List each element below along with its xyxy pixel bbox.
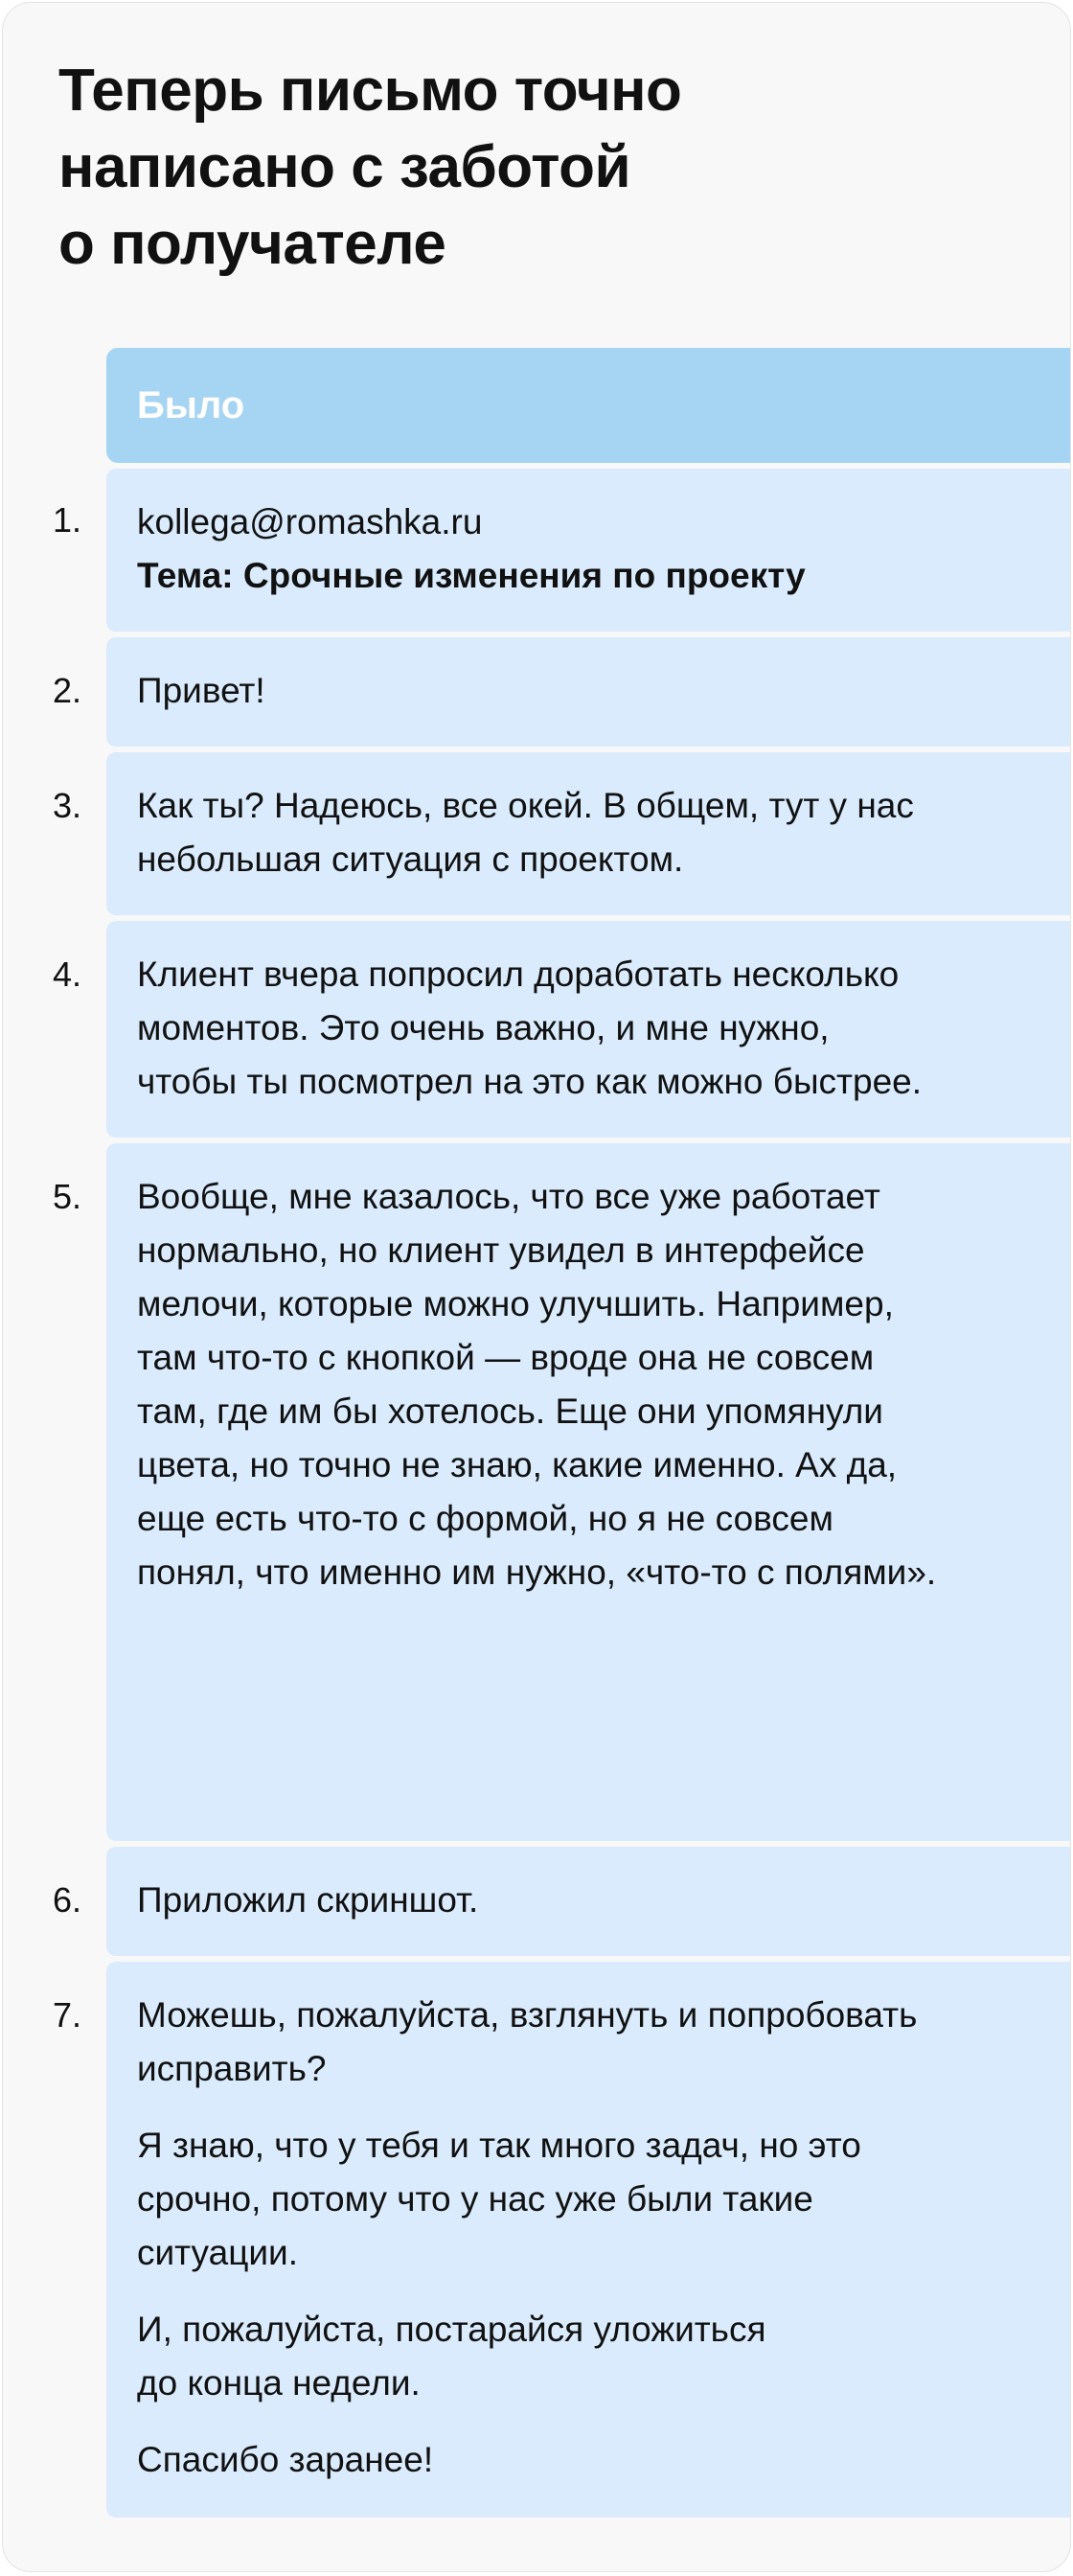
row-text-line: Можешь, пожалуйста, взглянуть и попробовать	[137, 1995, 918, 2035]
row-number: 4.	[53, 954, 82, 994]
row-number: 3.	[53, 786, 82, 825]
title-line: написано с заботой	[58, 134, 631, 200]
row-text-line: Вообще, мне казалось, что все уже работает	[137, 1177, 880, 1216]
row-text-line: понял, что именно им нужно, «что-то с полями».	[137, 1552, 937, 1592]
row-paragraph	[137, 1989, 1057, 2096]
row-number: 1.	[53, 500, 82, 540]
table-row	[106, 1847, 1071, 1956]
page-title	[58, 53, 1016, 283]
row-text-line: до конца недели.	[137, 2363, 421, 2403]
row-text-line: Приложил скриншот.	[137, 1880, 479, 1920]
table-row	[106, 1143, 1071, 1841]
row-text-line: мелочи, которые можно улучшить. Например,	[137, 1284, 894, 1323]
table-row	[106, 752, 1071, 915]
row-text-line: еще есть что-то с формой, но я не совсем	[137, 1499, 833, 1538]
row-number: 7.	[53, 1995, 82, 2035]
title-line: о получателе	[58, 211, 446, 277]
content-card	[2, 2, 1071, 2572]
row-text-line: цвета, но точно не знаю, какие именно. Ах да,	[137, 1445, 898, 1484]
row-paragraph	[137, 2433, 1057, 2487]
row-text-line: нормально, но клиент увидел в интерфейсе	[137, 1230, 865, 1270]
row-text-line: Привет!	[137, 671, 265, 710]
table-header	[106, 348, 1071, 463]
row-paragraph	[137, 2303, 1057, 2410]
table-row	[106, 1962, 1071, 2518]
row-text-line: небольшая ситуация с проектом.	[137, 840, 684, 879]
email-subject: Тема: Срочные изменения по проекту	[137, 556, 806, 595]
row-text-line: исправить?	[137, 2049, 327, 2088]
column-header-label: Было	[137, 384, 245, 426]
row-text-line: Спасибо заранее!	[137, 2440, 434, 2479]
row-number: 6.	[53, 1880, 82, 1920]
row-paragraph	[137, 2119, 1057, 2280]
row-text-line: там, где им бы хотелось. Еще они упомянули	[137, 1392, 883, 1431]
row-text-line: чтобы ты посмотрел на это как можно быстрее.	[137, 1062, 923, 1101]
row-text-line: Как ты? Надеюсь, все окей. В общем, тут у нас	[137, 786, 914, 825]
table-row	[106, 469, 1071, 632]
row-text-line: Клиент вчера попросил доработать несколько	[137, 954, 900, 994]
title-line: Теперь письмо точно	[58, 58, 682, 124]
row-text-line: ситуации.	[137, 2233, 298, 2272]
row-number: 2.	[53, 671, 82, 710]
row-text-line: срочно, потому что у нас уже были такие	[137, 2179, 813, 2219]
row-text-line: Я знаю, что у тебя и так много задач, но это	[137, 2126, 861, 2165]
row-text-line: там что-то с кнопкой — вроде она не совсем	[137, 1338, 875, 1377]
table-row	[106, 921, 1071, 1138]
row-number: 5.	[53, 1177, 82, 1216]
row-text-line: И, пожалуйста, постарайся уложиться	[137, 2310, 766, 2349]
email-address: kollega@romashka.ru	[137, 502, 483, 541]
table-row	[106, 637, 1071, 747]
row-text-line: моментов. Это очень важно, и мне нужно,	[137, 1008, 830, 1047]
